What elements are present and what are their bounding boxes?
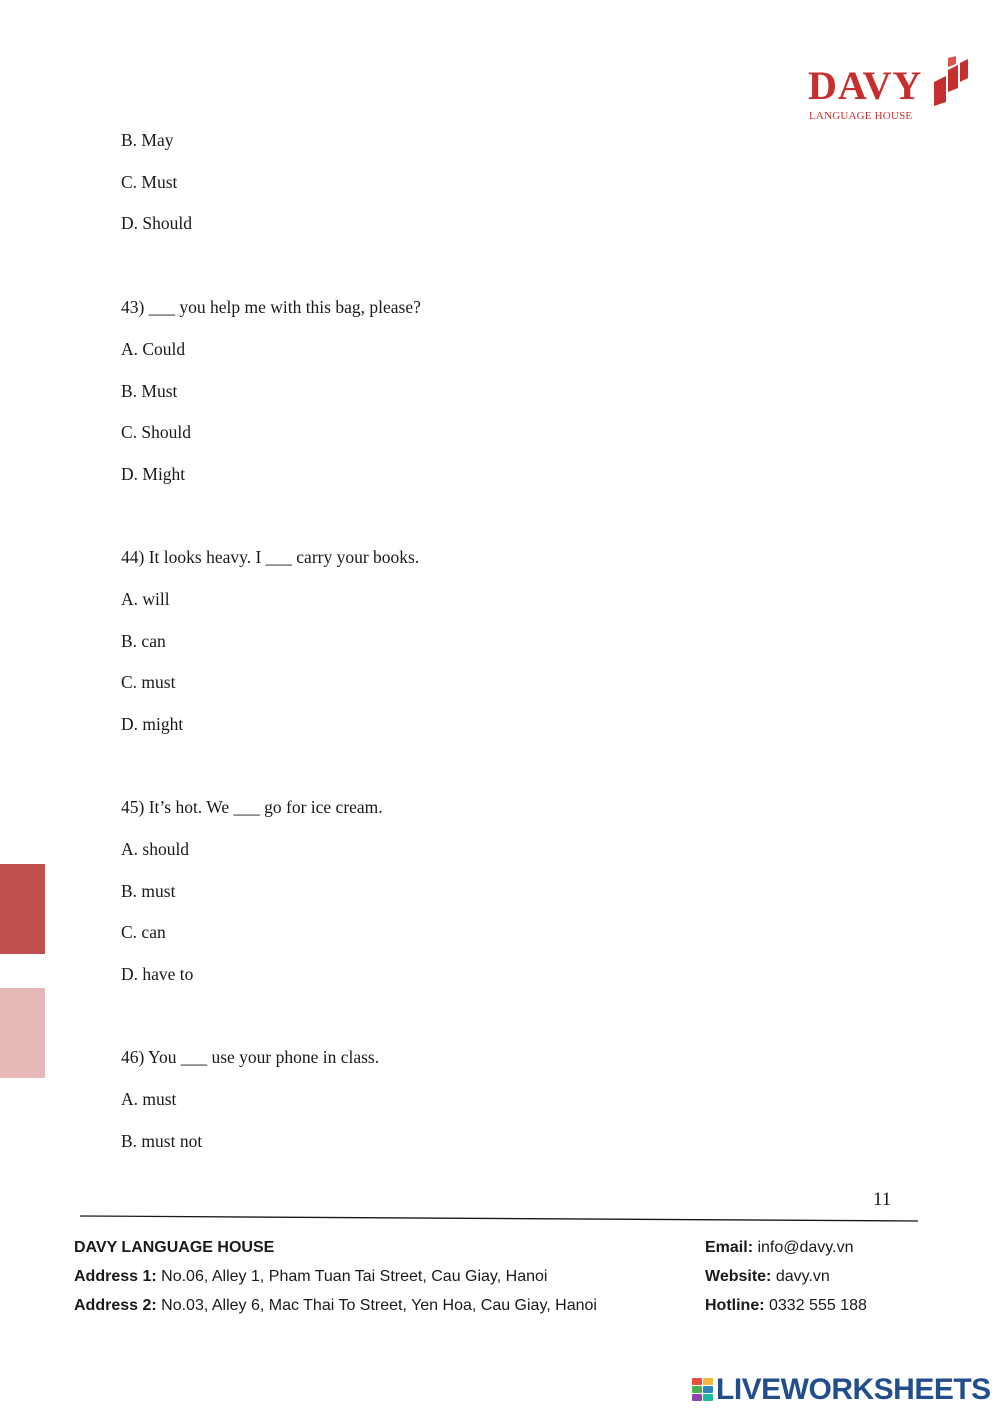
footer-company: DAVY LANGUAGE HOUSE <box>74 1239 275 1256</box>
liveworksheets-logo-icon <box>692 1378 714 1402</box>
option-text: C. must <box>121 672 176 692</box>
option-text: D. might <box>121 714 184 734</box>
footer-contact-left <box>74 1233 597 1320</box>
option-text: C. Must <box>121 172 178 192</box>
logo-wordmark: DAVY <box>808 63 923 108</box>
option-text: B. Must <box>121 381 178 401</box>
website-value: davy.vn <box>775 1268 830 1285</box>
email-label: Email: <box>705 1239 754 1256</box>
option-text: C. Should <box>121 422 192 442</box>
address2-value: No.03, Alley 6, Mac Thai To Street, Yen Hoa, Cau Giay, Hanoi <box>161 1297 597 1314</box>
logo-flag-icon <box>930 56 970 108</box>
footer-divider <box>80 1215 920 1223</box>
hotline-label: Hotline: <box>705 1297 765 1314</box>
option-text: C. can <box>121 922 166 942</box>
page-number: 11 <box>873 1189 892 1210</box>
address2-label: Address 2: <box>74 1297 157 1314</box>
question-44: 44) It looks heavy. I ___ carry your books. <box>121 547 420 567</box>
question-46: 46) You ___ use your phone in class. <box>121 1047 380 1067</box>
option-text: B. must <box>121 881 176 901</box>
option-text: D. have to <box>121 964 194 984</box>
option-text: A. should <box>121 839 190 859</box>
option-text: B. May <box>121 130 174 150</box>
question-45: 45) It’s hot. We ___ go for ice cream. <box>121 797 383 817</box>
question-43: 43) ___ you help me with this bag, please? <box>121 297 421 317</box>
option-text: D. Might <box>121 464 186 484</box>
option-text: D. Should <box>121 213 192 233</box>
option-text: B. can <box>121 631 166 651</box>
option-text: B. must not <box>121 1131 203 1151</box>
website-label: Website: <box>705 1268 772 1285</box>
option-text: A. Could <box>121 339 186 359</box>
hotline-value: 0332 555 188 <box>769 1297 867 1314</box>
option-text: A. will <box>121 589 170 609</box>
address1-label: Address 1: <box>74 1268 157 1285</box>
liveworksheets-text: LIVEWORKSHEETS <box>716 1373 991 1406</box>
option-text: A. must <box>121 1089 177 1109</box>
side-accent-bar-dark <box>0 864 45 954</box>
logo-subtitle: LANGUAGE HOUSE <box>809 110 913 122</box>
side-accent-bar-light <box>0 988 45 1078</box>
davy-logo <box>806 56 976 126</box>
address1-value: No.06, Alley 1, Pham Tuan Tai Street, Cau Giay, Hanoi <box>161 1268 548 1285</box>
email-value: info@davy.vn <box>757 1239 854 1256</box>
footer-contact-right <box>705 1233 867 1320</box>
